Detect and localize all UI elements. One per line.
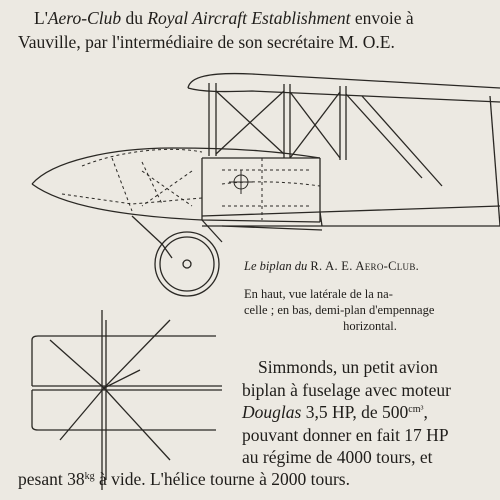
- unit-superscript: cm³: [408, 404, 424, 415]
- main-paragraph: [242, 356, 496, 469]
- body-text: à vide. L'hélice tourne à 2000 tours.: [94, 469, 350, 489]
- body-text: 3,5 HP, de 500: [301, 402, 409, 422]
- intro-text: L': [34, 8, 48, 28]
- intro-line-1: [18, 6, 488, 30]
- body-line-4: pouvant donner en fait 17 HP: [242, 424, 449, 445]
- tailplane-half-plan-drawing: [20, 310, 230, 490]
- caption-line-3: horizontal.: [343, 319, 397, 333]
- caption-club-name: R. A. E. Aero-Club.: [310, 259, 420, 273]
- establishment-name: Royal Aircraft Establishment: [147, 8, 351, 28]
- body-line-1: Simmonds, un petit avion: [258, 357, 438, 377]
- unit-superscript: kg: [84, 471, 95, 482]
- body-line-3: Douglas 3,5 HP, de $500^{cm^3}$,: [242, 402, 428, 422]
- caption-line-1: En haut, vue latérale de la na-: [244, 287, 393, 301]
- body-line-2: biplan à fuselage avec moteur: [242, 379, 451, 400]
- intro-text: envoie à: [350, 8, 414, 28]
- engine-name: Douglas: [242, 402, 302, 422]
- intro-line-2: Vauville, par l'intermédiaire de son secrétaire M. O.E.: [18, 32, 395, 52]
- body-line-5: au régime de 4000 tours, et: [242, 447, 433, 467]
- body-line-6: [18, 468, 496, 490]
- club-name: Aero-Club: [47, 8, 122, 28]
- figure-caption-body: [244, 286, 496, 334]
- caption-italic-text: Le biplan du: [244, 259, 311, 273]
- body-text: pesant 38: [18, 469, 85, 489]
- biplane-side-view-drawing: [22, 66, 500, 316]
- caption-line-2: celle ; en bas, demi-plan d'empennage: [244, 303, 435, 317]
- intro-text: du: [121, 8, 148, 28]
- figure-caption-title: [244, 258, 494, 274]
- intro-paragraph: [18, 6, 488, 54]
